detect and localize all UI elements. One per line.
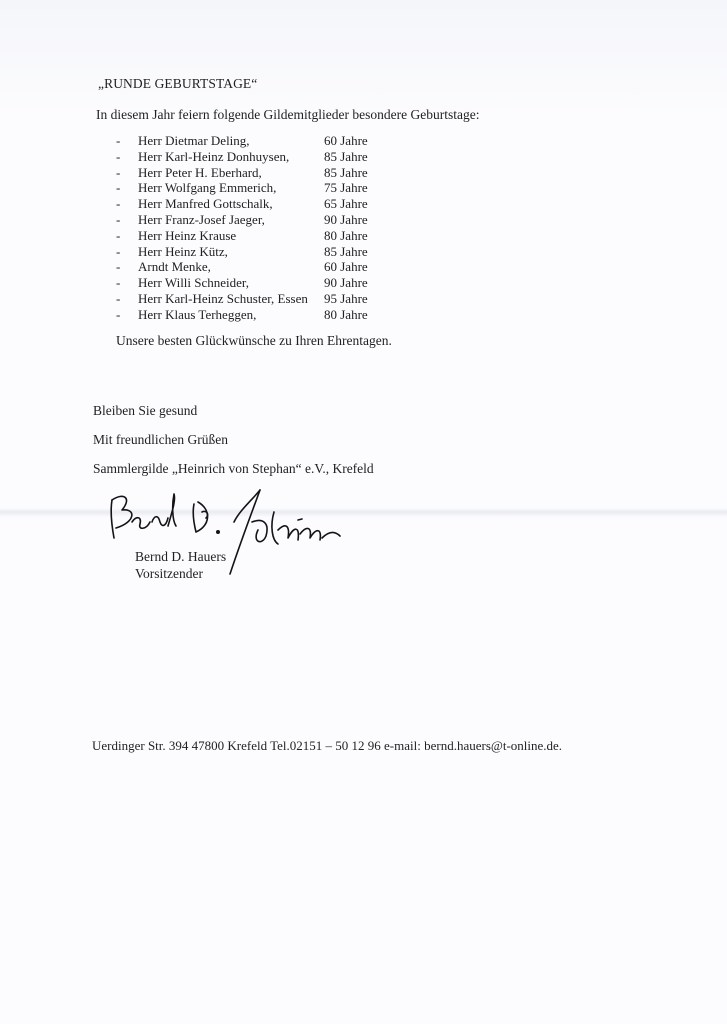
member-age: 60 Jahre — [324, 259, 368, 275]
list-dash: - — [116, 290, 121, 306]
member-age: 95 Jahre — [324, 290, 368, 306]
list-item — [116, 244, 396, 260]
wishes-text: Unsere besten Glückwünsche zu Ihren Ehrentagen. — [116, 333, 392, 348]
list-item — [116, 275, 396, 291]
signer-role: Vorsitzender — [135, 566, 203, 581]
member-name: Herr Karl-Heinz Donhuysen, — [138, 148, 290, 164]
member-name: Herr Franz-Josef Jaeger, — [138, 211, 265, 227]
member-age: 75 Jahre — [324, 180, 368, 196]
list-item — [116, 180, 396, 196]
list-dash: - — [116, 275, 121, 291]
member-age: 85 Jahre — [324, 243, 368, 259]
member-name: Herr Manfred Gottschalk, — [138, 196, 273, 212]
list-dash: - — [116, 133, 121, 148]
member-name: Herr Heinz Kütz, — [138, 243, 228, 259]
letter-heading: „RUNDE GEBURTSTAGE“ — [98, 76, 258, 91]
member-name: Herr Willi Schneider, — [138, 275, 249, 291]
list-dash: - — [116, 227, 121, 243]
list-dash: - — [116, 243, 121, 259]
list-item — [116, 165, 396, 181]
list-dash: - — [116, 306, 121, 322]
list-dash: - — [116, 180, 121, 196]
member-name: Herr Dietmar Deling, — [138, 133, 250, 148]
list-item — [116, 196, 396, 212]
list-item — [116, 149, 396, 165]
signer-name: Bernd D. Hauers — [135, 549, 227, 564]
member-age: 90 Jahre — [324, 211, 368, 227]
member-name: Herr Heinz Krause — [138, 227, 237, 243]
list-dash: - — [116, 211, 121, 227]
member-age: 85 Jahre — [324, 148, 368, 164]
list-dash: - — [116, 259, 121, 275]
list-item — [116, 307, 396, 323]
list-item — [116, 228, 396, 244]
list-item — [116, 133, 396, 149]
member-name: Herr Klaus Terheggen, — [138, 306, 257, 322]
member-name: Arndt Menke, — [138, 259, 211, 275]
list-dash: - — [116, 164, 121, 180]
list-item — [116, 259, 396, 275]
member-age: 60 Jahre — [324, 133, 368, 148]
list-item — [116, 291, 396, 307]
member-name: Herr Wolfgang Emmerich, — [138, 180, 277, 196]
list-item — [116, 212, 396, 228]
member-name: Herr Peter H. Eberhard, — [138, 164, 262, 180]
member-age: 80 Jahre — [324, 306, 368, 322]
closing-line-greetings: Mit freundlichen Grüßen — [93, 432, 228, 447]
closing-line-organisation: Sammlergilde „Heinrich von Stephan“ e.V., Krefeld — [93, 461, 374, 476]
member-name: Herr Karl-Heinz Schuster, Essen — [138, 290, 308, 306]
closing-line-health: Bleiben Sie gesund — [93, 403, 198, 418]
member-age: 80 Jahre — [324, 227, 368, 243]
member-age: 65 Jahre — [324, 196, 368, 212]
member-age: 85 Jahre — [324, 164, 368, 180]
birthday-list — [116, 133, 396, 323]
footer-contact: Uerdinger Str. 394 47800 Krefeld Tel.02151 – 50 12 96 e-mail: bernd.hauers@t-online.de. — [92, 738, 563, 753]
list-dash: - — [116, 148, 121, 164]
intro-text: In diesem Jahr feiern folgende Gildemitglieder besondere Geburtstage: — [96, 107, 480, 122]
member-age: 90 Jahre — [324, 275, 368, 291]
list-dash: - — [116, 196, 121, 212]
